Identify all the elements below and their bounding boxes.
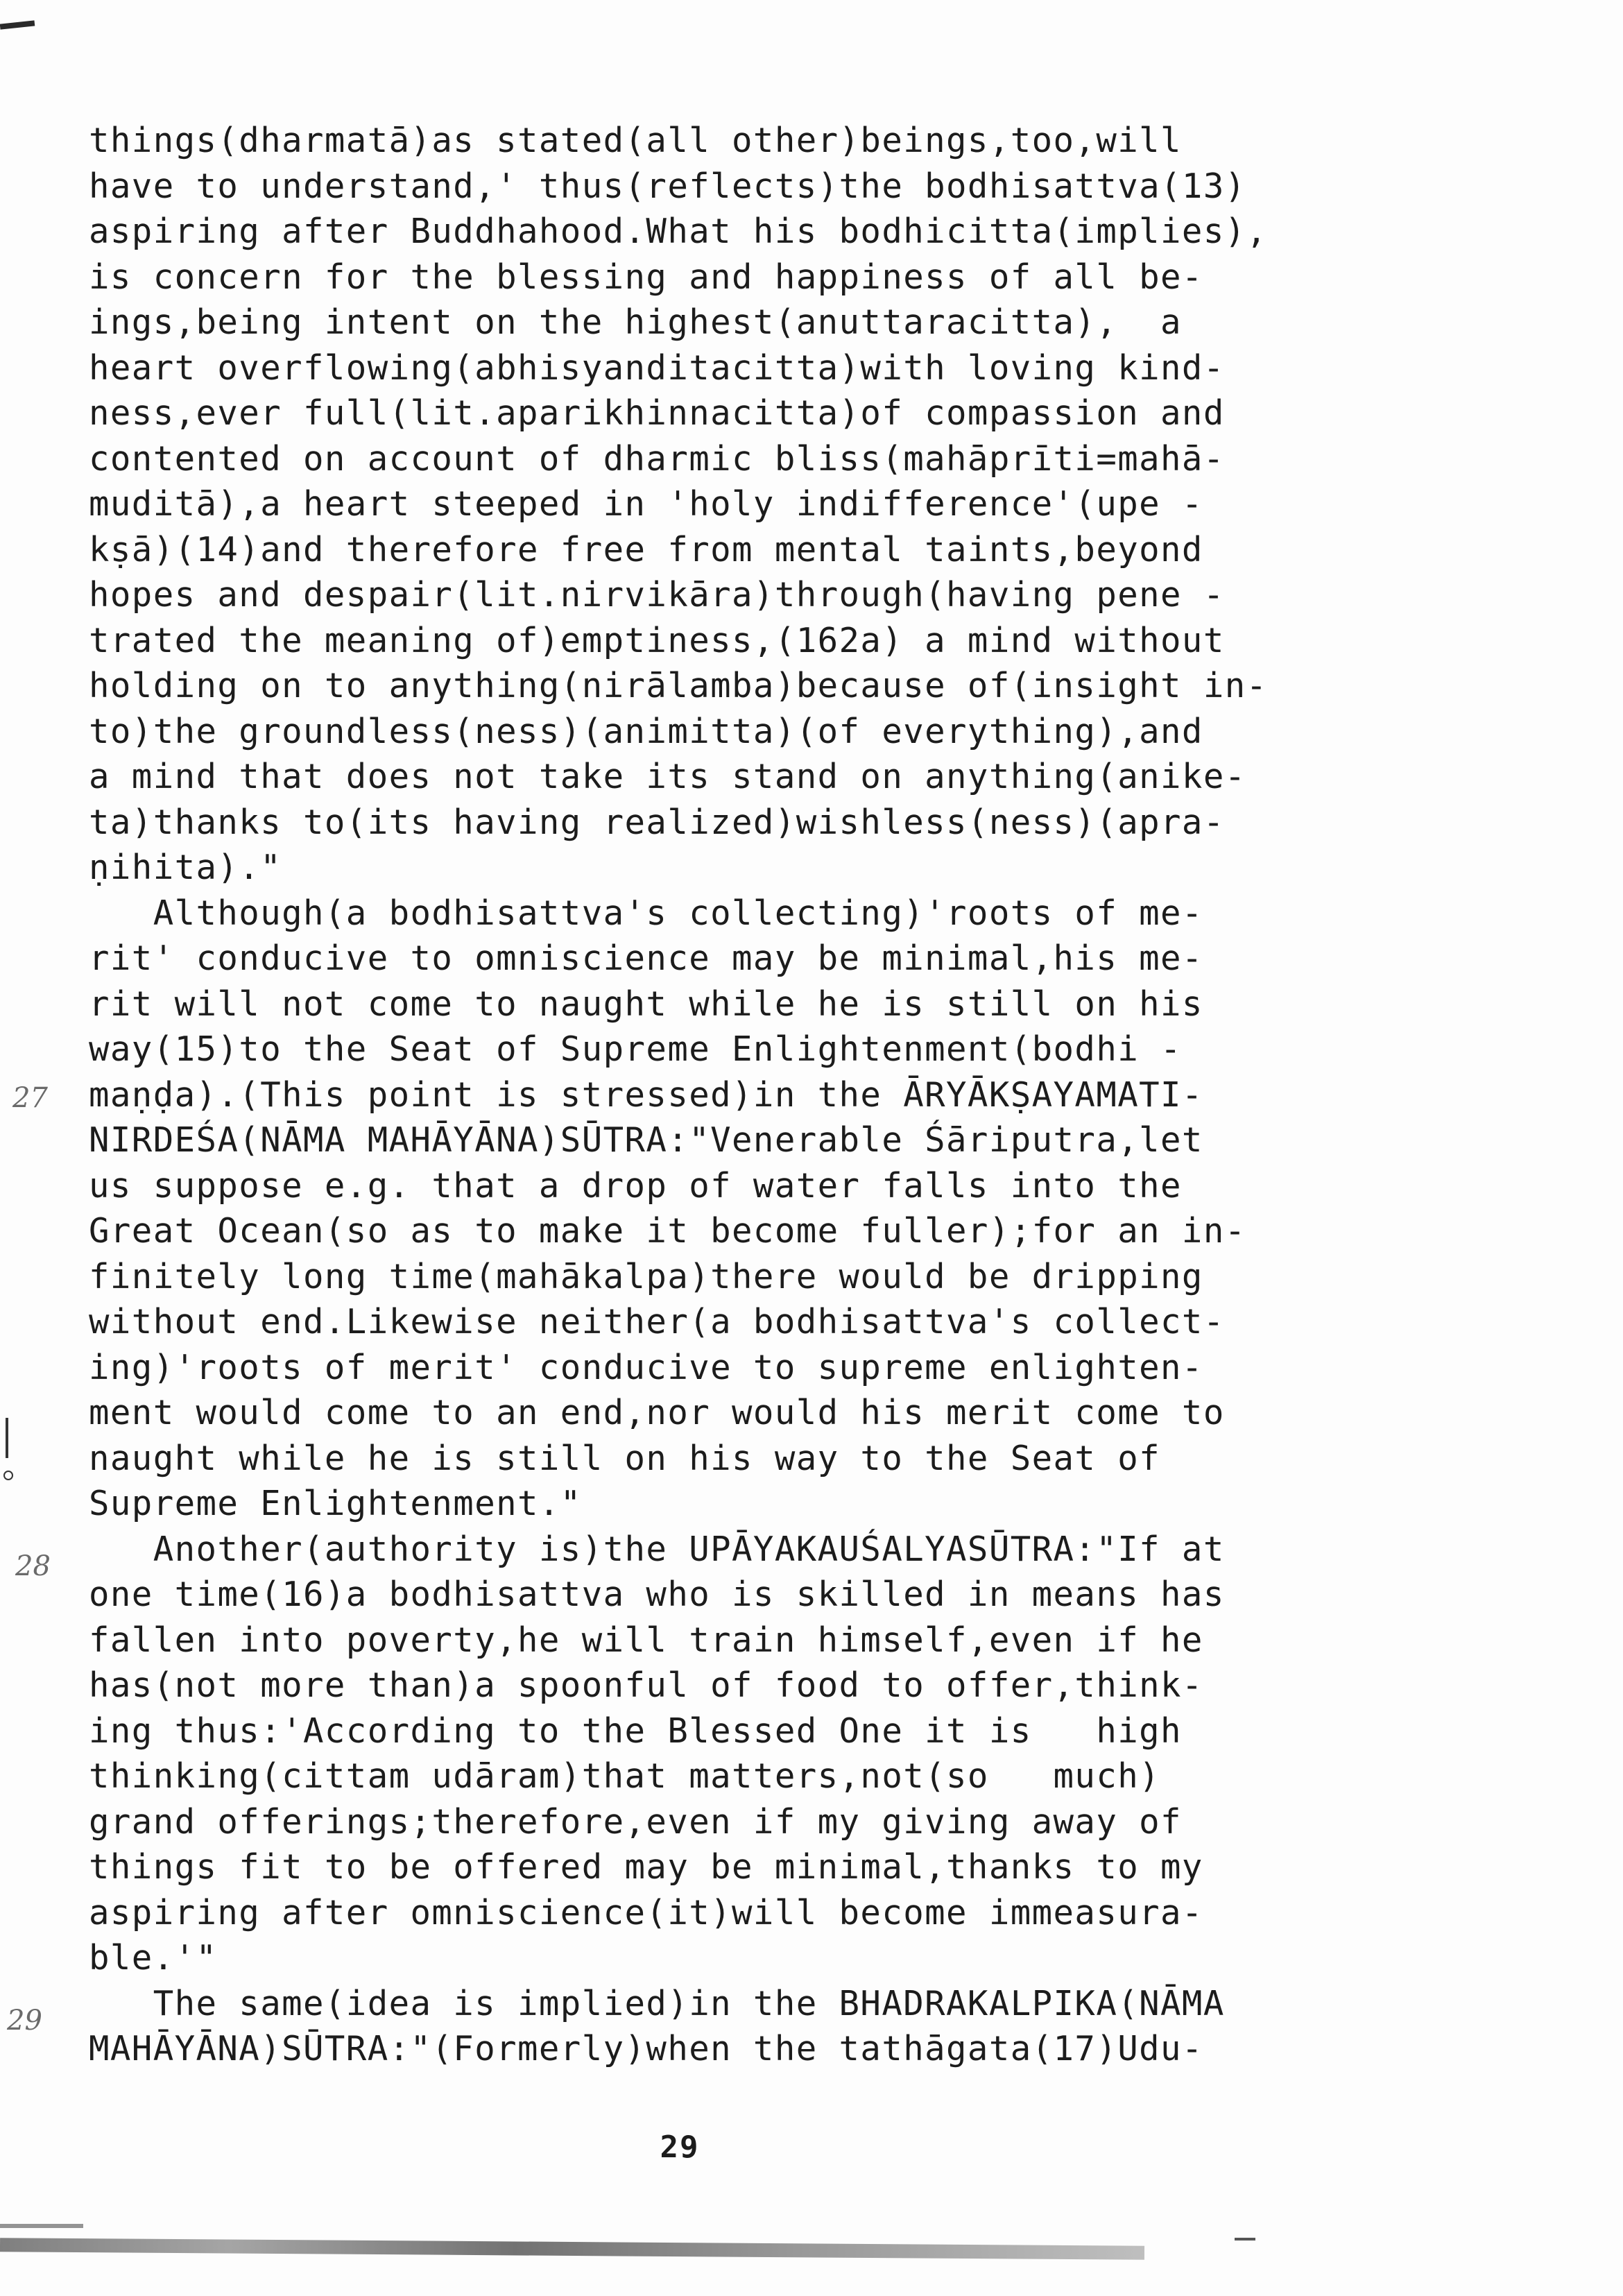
body-text — [89, 118, 1337, 2072]
text-line: things(dharmatā)as stated(all other)beings,too,will — [89, 121, 1182, 160]
text-line: is concern for the blessing and happiness of all be- — [89, 257, 1203, 297]
text-line: The same(idea is implied)in the BHADRAKALPIKA(NĀMA — [89, 1983, 1225, 2023]
text-line: way(15)to the Seat of Supreme Enlightenment(bodhi - — [89, 1029, 1182, 1069]
text-line: ble.'" — [89, 1938, 218, 1978]
margin-dot-mark — [3, 1471, 13, 1480]
page-number: 29 — [660, 2130, 700, 2165]
margin-note-29: 29 — [7, 2005, 42, 2037]
text-line: maṇḍa).(This point is stressed)in the ĀRYĀKṢAYAMATI- — [89, 1074, 1203, 1115]
text-line: Supreme Enlightenment." — [89, 1484, 582, 1523]
text-line: rit will not come to naught while he is still on his — [89, 984, 1203, 1024]
scan-dash-mark — [1235, 2238, 1255, 2241]
text-line: ṇihita)." — [89, 848, 282, 887]
margin-note-28: 28 — [15, 1550, 51, 1582]
text-line: us suppose e.g. that a drop of water falls into the — [89, 1165, 1182, 1206]
text-line: holding on to anything(nirālamba)because of(insight in- — [89, 666, 1268, 705]
text-line: ing)'roots of merit' conducive to supreme enlighten- — [89, 1347, 1203, 1387]
text-line: Although(a bodhisattva's collecting)'roots of me- — [89, 893, 1203, 933]
text-line: have to understand,' thus(reflects)the bodhisattva(13) — [89, 166, 1246, 206]
scan-artifact-bottom — [0, 2238, 1144, 2260]
text-line: grand offerings;therefore,even if my giving away of — [89, 1801, 1182, 1842]
text-line: aspiring after Buddhahood.What his bodhicitta(implies), — [89, 212, 1268, 251]
text-line: without end.Likewise neither(a bodhisattva's collect- — [89, 1302, 1225, 1342]
text-line: muditā),a heart steeped in 'holy indifference'(upe - — [89, 484, 1203, 524]
text-line: finitely long time(mahākalpa)there would be dripping — [89, 1256, 1203, 1296]
text-line: to)the groundless(ness)(animitta)(of everything),and — [89, 711, 1203, 751]
text-line: ment would come to an end,nor would his merit come to — [89, 1393, 1225, 1432]
margin-bar-mark — [6, 1418, 8, 1458]
text-line: rit' conducive to omniscience may be minimal,his me- — [89, 939, 1203, 978]
text-line: naught while he is still on his way to the Seat of — [89, 1438, 1161, 1478]
text-line: a mind that does not take its stand on anything(anike- — [89, 757, 1246, 796]
text-line: ings,being intent on the highest(anuttaracitta), a — [89, 302, 1182, 342]
text-line: heart overflowing(abhisyanditacitta)with loving kind- — [89, 348, 1225, 388]
text-line: trated the meaning of)emptiness,(162a) a mind without — [89, 620, 1225, 660]
text-line: contented on account of dharmic bliss(mahāprīti=mahā- — [89, 438, 1225, 479]
text-line: hopes and despair(lit.nirvikāra)through(having pene - — [89, 575, 1225, 615]
text-line: NIRDEŚA(NĀMA MAHĀYĀNA)SŪTRA:"Venerable Śāriputra,let — [89, 1120, 1203, 1160]
text-line: ing thus:'According to the Blessed One it is high — [89, 1711, 1182, 1751]
text-line: one time(16)a bodhisattva who is skilled in means has — [89, 1575, 1225, 1614]
text-line: things fit to be offered may be minimal,thanks to my — [89, 1847, 1203, 1887]
text-line: fallen into poverty,he will train himself,even if he — [89, 1620, 1203, 1660]
margin-note-27: 27 — [12, 1082, 48, 1114]
text-line: kṣā)(14)and therefore free from mental taints,beyond — [89, 529, 1203, 569]
text-line: Great Ocean(so as to make it become fuller);for an in- — [89, 1211, 1246, 1251]
scan-artifact-top — [0, 2224, 83, 2228]
text-line: ness,ever full(lit.aparikhinnacitta)of compassion and — [89, 393, 1225, 433]
text-line: MAHĀYĀNA)SŪTRA:"(Formerly)when the tathāgata(17)Udu- — [89, 2029, 1203, 2068]
text-line: ta)thanks to(its having realized)wishless(ness)(apra- — [89, 802, 1225, 842]
text-line: has(not more than)a spoonful of food to offer,think- — [89, 1665, 1203, 1705]
text-line: thinking(cittam udāram)that matters,not(so much) — [89, 1756, 1161, 1796]
text-line: Another(authority is)the UPĀYAKAUŚALYASŪTRA:"If at — [89, 1529, 1225, 1569]
text-line: aspiring after omniscience(it)will become immeasura- — [89, 1892, 1203, 1933]
corner-scan-mark — [0, 20, 35, 29]
